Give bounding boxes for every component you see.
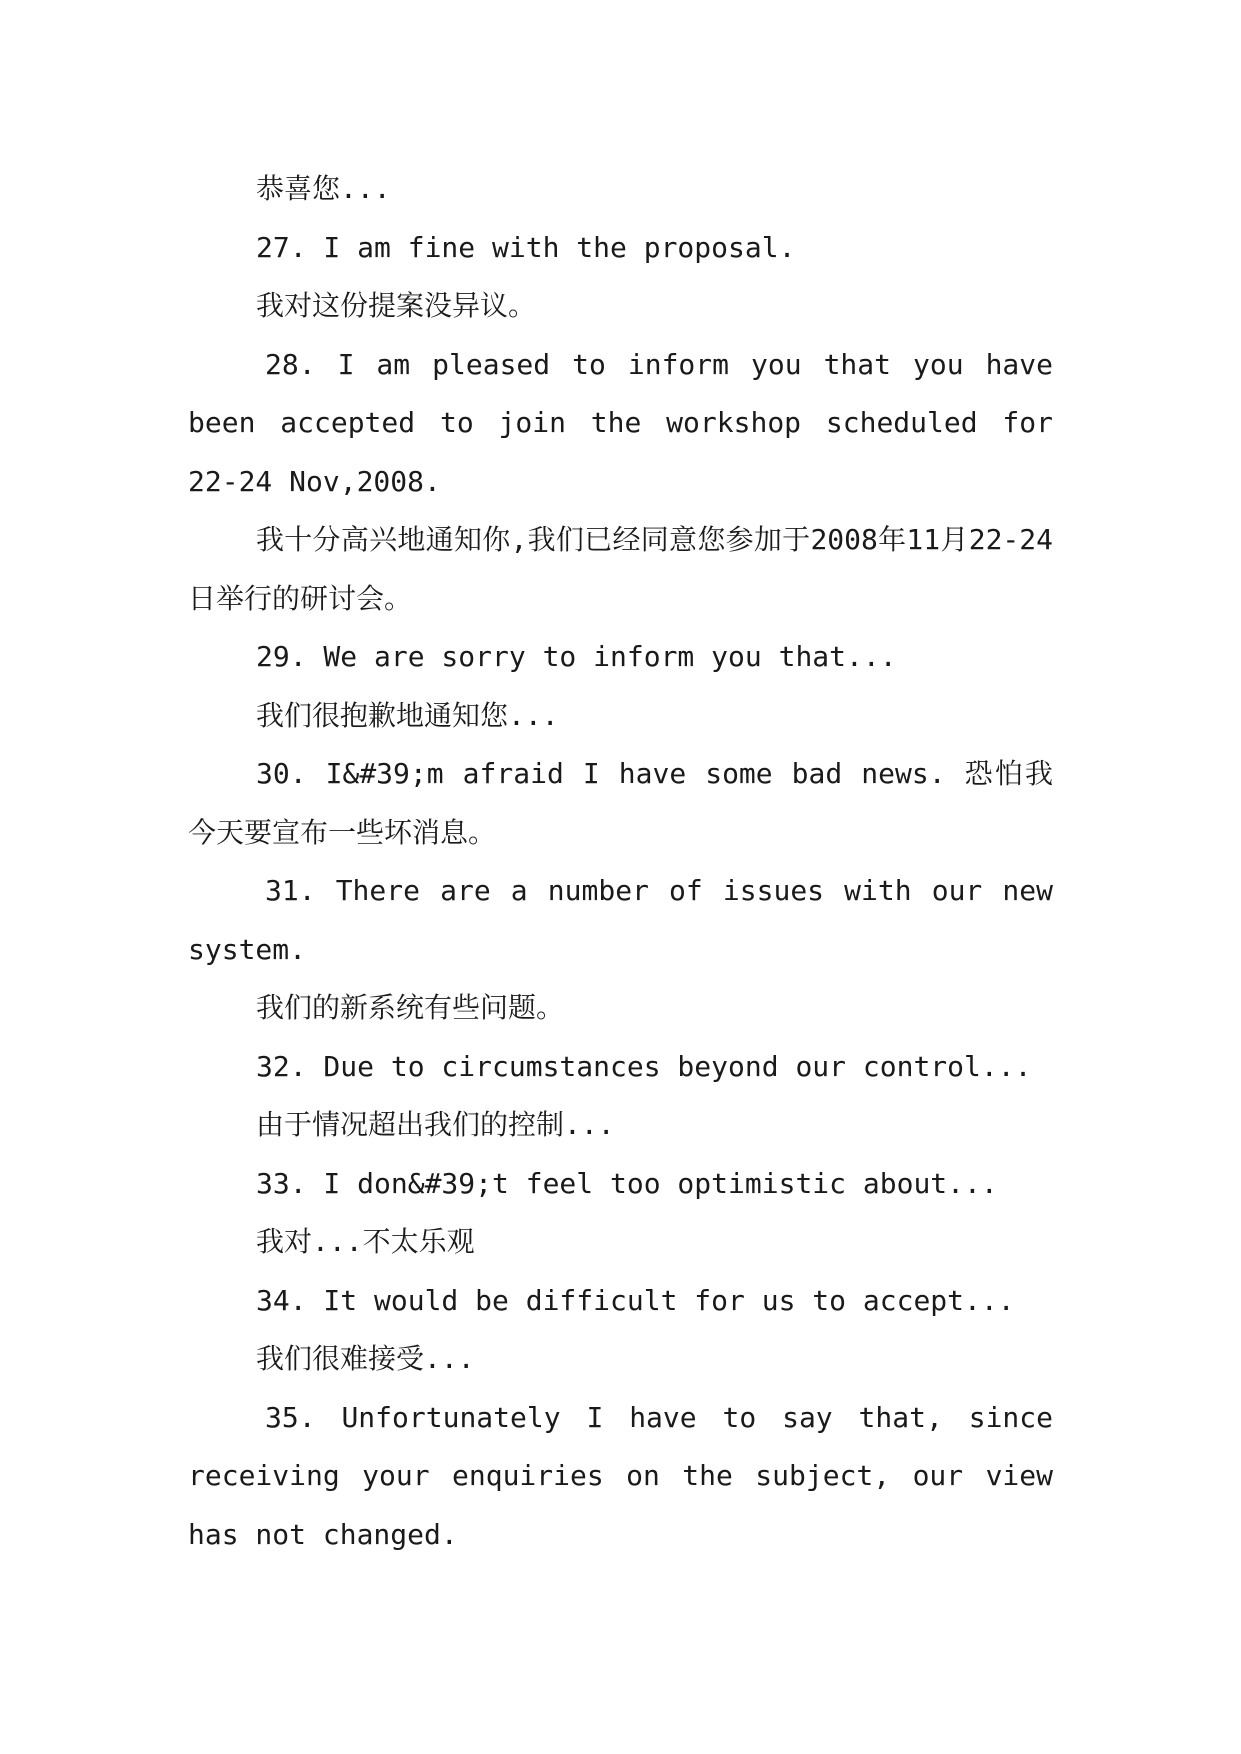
paragraph-31-zh: 我们的新系统有些问题。	[256, 991, 565, 1024]
paragraph-29-zh: 我们很抱歉地通知您...	[256, 698, 559, 732]
paragraph-34-zh: 我们很难接受...	[256, 1342, 475, 1375]
paragraph-33-zh: 我对...不太乐观	[256, 1225, 475, 1258]
paragraph-28-en: 28. I am pleased to inform you that you have been accepted to join the workshop scheduled for 22-24 Nov,2008.	[188, 347, 1070, 498]
paragraph-34-en: 34. It would be difficult for us to accept...	[256, 1283, 1015, 1317]
document-body	[188, 160, 1070, 1564]
paragraph-32-zh: 由于情况超出我们的控制...	[256, 1108, 615, 1141]
paragraph-30: 30. I&#39;m afraid I have some bad news. 恐怕我今天要宣布一些坏消息。	[188, 757, 1053, 849]
paragraph-35-en: 35. Unfortunately I have to say that, since receiving your enquiries on the subject, our view has not changed.	[188, 1400, 1070, 1551]
paragraph-29-en: 29. We are sorry to inform you that...	[256, 640, 897, 673]
paragraph-27-zh: 我对这份提案没异议。	[256, 289, 537, 322]
paragraph-31-en: 31. There are a number of issues with our new system.	[188, 874, 1070, 966]
paragraph-28-zh: 我十分高兴地通知你,我们已经同意您参加于2008年11月22-24日举行的研讨会。	[188, 523, 1053, 615]
paragraph-32-en: 32. Due to circumstances beyond our control...	[256, 1049, 1032, 1083]
paragraph-33-en: 33. I don&#39;t feel too optimistic about...	[256, 1166, 998, 1200]
paragraph-27-en: 27. I am fine with the proposal.	[256, 230, 796, 264]
paragraph-congratulations: 恭喜您...	[256, 172, 391, 205]
